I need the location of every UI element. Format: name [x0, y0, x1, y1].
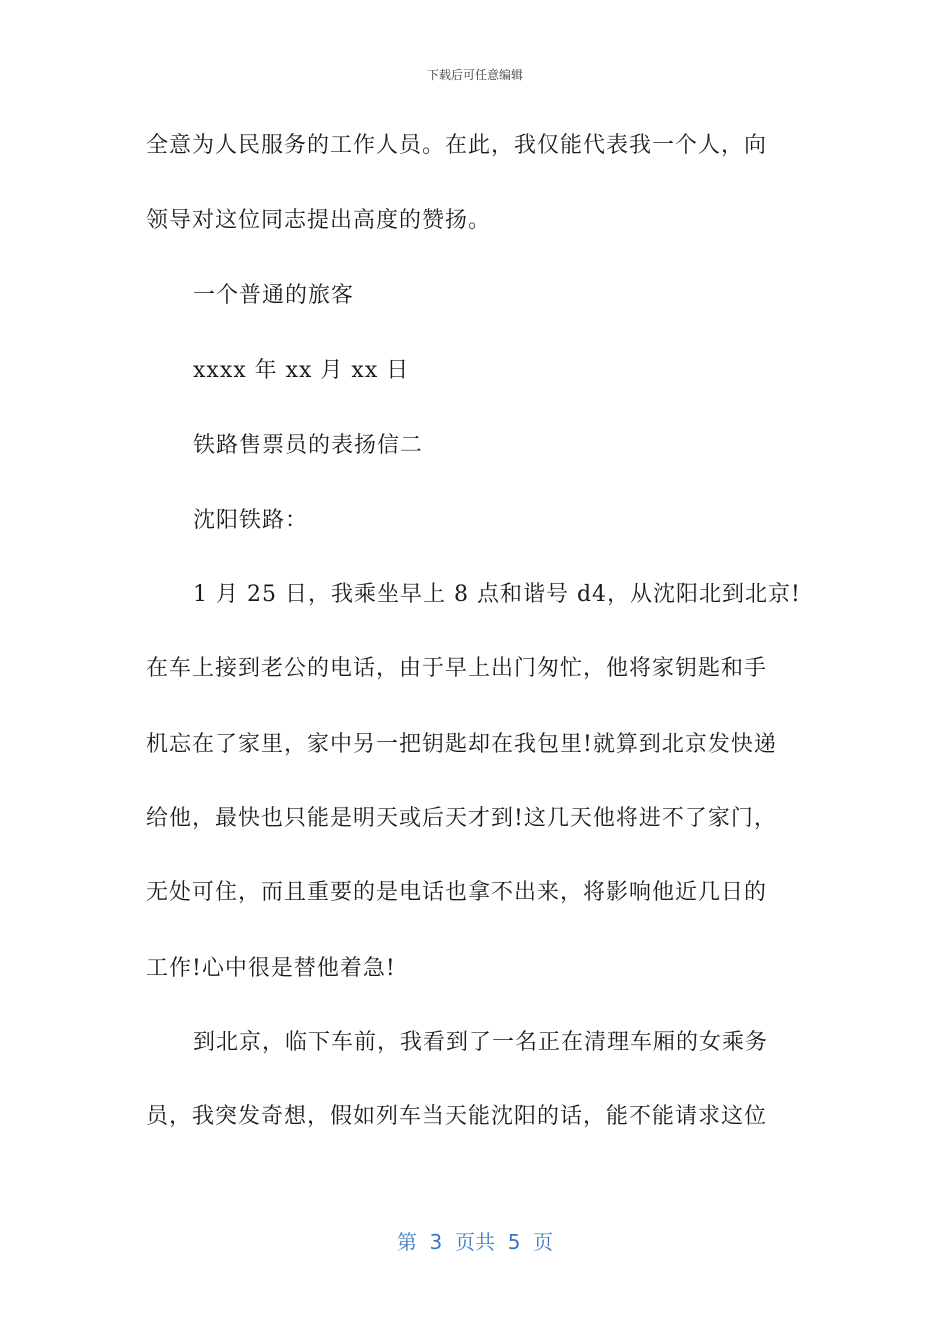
- paragraph-line: 工作!心中很是替他着急!: [146, 956, 396, 981]
- paragraph-line: 全意为人民服务的工作人员。在此，我仅能代表我一个人，向: [146, 133, 768, 158]
- page-number: 第 3 页共 5 页: [396, 1230, 554, 1254]
- paragraph-line: 员，我突发奇想，假如列车当天能沈阳的话，能不能请求这位: [146, 1104, 768, 1129]
- paragraph-line: 领导对这位同志提出高度的赞扬。: [146, 208, 492, 233]
- signature-name: 一个普通的旅客: [193, 283, 355, 308]
- paragraph-line: 机忘在了家里，家中另一把钥匙却在我包里!就算到北京发快递: [146, 732, 777, 757]
- paragraph-line: 无处可住，而且重要的是电话也拿不出来，将影响他近几日的: [146, 880, 768, 905]
- paragraph-line: 给他，最快也只能是明天或后天才到!这几天他将进不了家门，: [146, 806, 777, 831]
- salutation: 沈阳铁路：: [193, 508, 309, 533]
- section-title: 铁路售票员的表扬信二: [193, 433, 424, 458]
- page-header-note: 下载后可任意编辑: [426, 68, 523, 82]
- signature-date: xxxx 年 xx 月 xx 日: [193, 358, 410, 383]
- paragraph-line: 到北京，临下车前，我看到了一名正在清理车厢的女乘务: [193, 1030, 769, 1055]
- paragraph-line: 1 月 25 日，我乘坐早上 8 点和谐号 d4，从沈阳北到北京!: [193, 582, 801, 607]
- paragraph-line: 在车上接到老公的电话，由于早上出门匆忙，他将家钥匙和手: [146, 656, 768, 681]
